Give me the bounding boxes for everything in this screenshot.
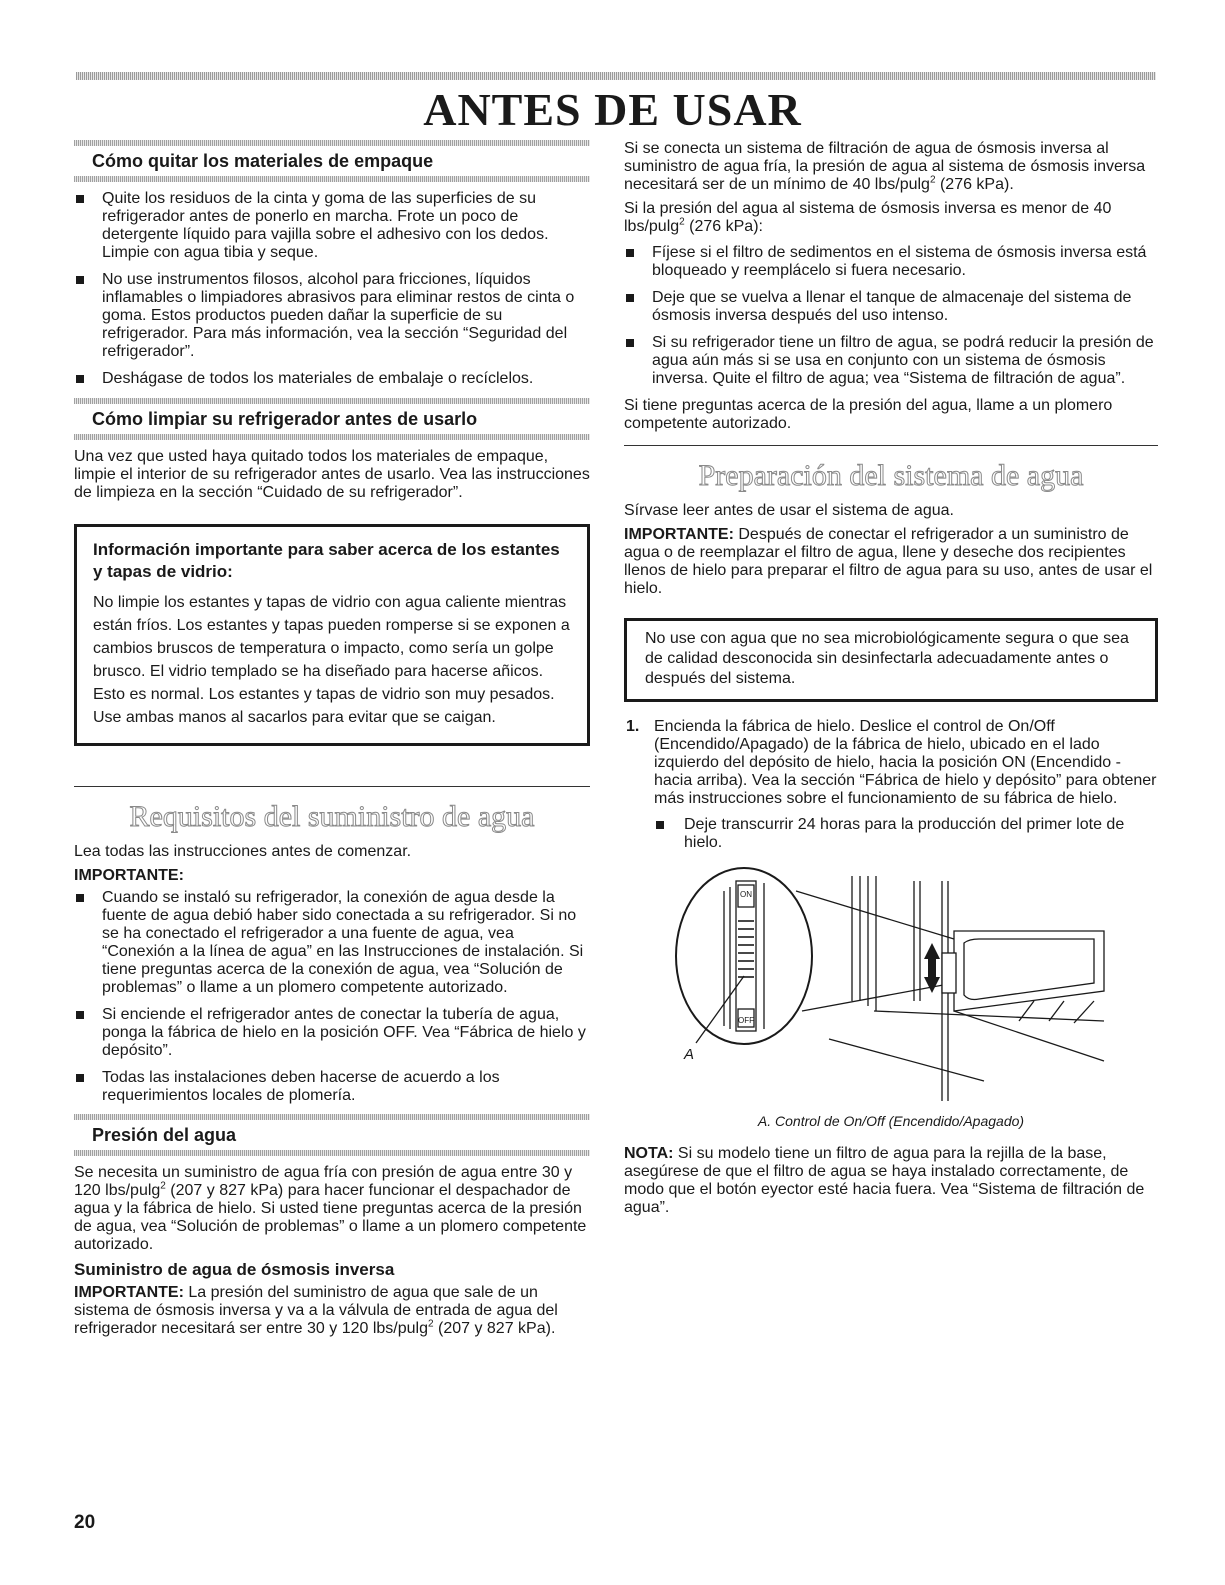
list-item: Fíjese si el filtro de sedimentos en el sistema de ósmosis inversa está bloqueado y reemplácelo si fuera necesario.: [624, 244, 1158, 280]
glass-warning-title: Información importante para saber acerca de los estantes y tapas de vidrio:: [93, 540, 560, 581]
water-safety-text: No use con agua que no sea microbiológicamente segura o que sea de calidad desconocida sin desinfectarla adecuadamente antes o después del sistema.: [645, 630, 1129, 687]
cleaning-text: Una vez que usted haya quitado todos los materiales de empaque, limpie el interior de su refrigerador antes de usarlo. Vea las instrucciones de limpieza en la sección “Cuidado de su refrigerador”.: [74, 448, 590, 501]
ro-bullets: [624, 244, 1158, 388]
water-safety-box: [624, 618, 1158, 702]
water-requirements-intro: Lea todas las instrucciones antes de comenzar.: [74, 843, 412, 860]
packing-section: [74, 140, 590, 388]
list-item: Cuando se instaló su refrigerador, la conexión de agua desde la fuente de agua debió haber sido conectada a su refrigerador. Si no se ha conectado el refrigerador a una fuente de agua, vea “Conexión a la línea de agua” en las Instrucciones de instalación. Si tiene preguntas acerca de la conexión de agua, vea “Solución de problemas” o llame a un plomero competente autorizado.: [74, 889, 590, 997]
figure-caption: A. Control de On/Off (Encendido/Apagado): [757, 1113, 1025, 1129]
step-number: 1.: [626, 718, 640, 735]
steps-list: [624, 718, 1158, 852]
packing-bullets: [74, 190, 590, 388]
water-requirements-bullets: [74, 889, 590, 1105]
hatch-rule: [74, 434, 590, 440]
top-decorative-rule: [76, 72, 1156, 80]
list-item: Si enciende el refrigerador antes de conectar la tubería de agua, ponga la fábrica de hielo en la posición OFF. Vea “Fábrica de hielo y depósito”.: [74, 1006, 590, 1060]
ro-paragraph-2: Si la presión del agua al sistema de ósmosis inversa es menor de 40 lbs/pulg$^2$ (276 kPa):: [624, 200, 1112, 235]
section-divider: [74, 786, 590, 787]
page-number: 20: [74, 1512, 96, 1533]
hatch-rule: [74, 1150, 590, 1156]
ice-maker-figure: [624, 861, 1158, 1111]
list-item: Deshágase de todos los materiales de embalaje o recíclelos.: [74, 370, 590, 388]
pressure-section: [74, 1114, 590, 1338]
right-column: [624, 140, 1158, 1223]
list-item: Quite los residuos de la cinta y goma de las superficies de su refrigerador antes de ponerlo en marcha. Frote un poco de detergente líquido para vajilla sobre el adhesivo con los dedos. Limpie con agua tibia y seque.: [74, 190, 590, 262]
list-item: Deje que se vuelva a llenar el tanque de almacenaje del sistema de ósmosis inversa después del uso intenso.: [624, 289, 1158, 325]
figure-callout-letter: A: [684, 1046, 695, 1063]
hatch-rule: [74, 1114, 590, 1120]
section-divider: [624, 445, 1158, 446]
list-item: No use instrumentos filosos, alcohol para fricciones, líquidos inflamables o limpiadores abrasivos para eliminar restos de cinta o goma. Estos productos pueden dañar la superficie de su refrigerador. Para más información, vea la sección “Seguridad del refrigerador”.: [74, 271, 590, 361]
important-label: IMPORTANTE:: [74, 867, 184, 884]
list-item: Deje transcurrir 24 horas para la producción del primer lote de hielo.: [654, 816, 1158, 852]
ro-paragraph-3: Si tiene preguntas acerca de la presión del agua, llame a un plomero competente autorizado.: [624, 397, 1113, 432]
glass-warning-box: [74, 524, 590, 746]
list-item: Todas las instalaciones deben hacerse de acuerdo a los requerimientos locales de plomería.: [74, 1069, 590, 1105]
hatch-rule: [74, 140, 590, 146]
list-item: Si su refrigerador tiene un filtro de agua, se podrá reducir la presión de agua aún más si se usa en conjunto con un sistema de ósmosis inversa. Quite el filtro de agua; vea “Sistema de filtración de agua”.: [624, 334, 1158, 388]
pressure-heading: Presión del agua: [92, 1125, 237, 1145]
step-text: Encienda la fábrica de hielo. Deslice el control de On/Off (Encendido/Apagado) de la fábrica de hielo, ubicado en el lado izquierdo del depósito de hielo, hacia la posición ON (Encendido - hacia arriba). Vea la sección “Fábrica de hielo y depósito” para obtener más instrucciones sobre el funcionamiento de su fábrica de hielo.: [654, 718, 1157, 807]
left-column: [74, 140, 590, 1348]
figure-on-label: ON: [740, 890, 752, 899]
cleaning-heading: Cómo limpiar su refrigerador antes de usarlo: [92, 409, 478, 429]
reverse-osmosis-text: IMPORTANTE: La presión del suministro de agua que sale de un sistema de ósmosis inversa y va a la válvula de entrada de agua del refrigerador necesitará ser entre 30 y 120 lbs/pulg$^2$ (207 y 827 kPa).: [74, 1284, 558, 1337]
water-system-prep-heading: Preparación del sistema de agua: [698, 459, 1084, 492]
glass-warning-text: No limpie los estantes y tapas de vidrio con agua caliente mientras están fríos. Los estantes y tapas pueden romperse si se exponen a cambios bruscos de temperatura o impacto, como sería un golpe brusco. El vidrio templado se ha diseñado para hacerse añicos. Esto es normal. Los estantes y tapas de vidrio son muy pesados. Use ambas manos al sacarlos para evitar que se caigan.: [93, 594, 570, 726]
ice-maker-control-illustration: [624, 861, 1158, 1111]
hatch-rule: [74, 176, 590, 182]
cleaning-section: [74, 398, 590, 502]
pressure-text: Se necesita un suministro de agua fría con presión de agua entre 30 y 120 lbs/pulg$^2$ (207 y 827 kPa) para hacer funcionar el despachador de agua y la fábrica de hielo. Si usted tiene preguntas acerca de la presión de agua, vea “Solución de problemas” o llame a un plomero competente autorizado.: [74, 1164, 587, 1253]
step-sub-bullets: [654, 816, 1158, 852]
reverse-osmosis-heading: Suministro de agua de ósmosis inversa: [74, 1260, 395, 1279]
prep-intro: Sírvase leer antes de usar el sistema de agua.: [624, 502, 954, 519]
step-item: [624, 718, 1158, 852]
water-requirements-heading: Requisitos del suministro de agua: [129, 800, 535, 833]
note-paragraph: NOTA: Si su modelo tiene un filtro de agua para la rejilla de la base, asegúrese de que el filtro de agua se haya instalado correctamente, de modo que el botón eyector esté hacia fuera. Vea “Sistema de filtración de agua”.: [624, 1145, 1145, 1216]
packing-heading: Cómo quitar los materiales de empaque: [92, 151, 434, 171]
page-title: ANTES DE USAR: [423, 84, 802, 135]
ro-paragraph-1: Si se conecta un sistema de filtración de agua de ósmosis inversa al suministro de agua fría, la presión de agua al sistema de ósmosis inversa necesitará ser de un mínimo de 40 lbs/pulg$^2$ (276 kPa).: [624, 140, 1146, 193]
hatch-rule: [74, 398, 590, 404]
prep-important: IMPORTANTE: Después de conectar el refrigerador a un suministro de agua o de reemplazar el filtro de agua, llene y deseche dos recipientes llenos de hielo para preparar el filtro de agua para su uso, antes de usar el hielo.: [624, 526, 1153, 597]
figure-off-label: OFF: [738, 1016, 754, 1025]
